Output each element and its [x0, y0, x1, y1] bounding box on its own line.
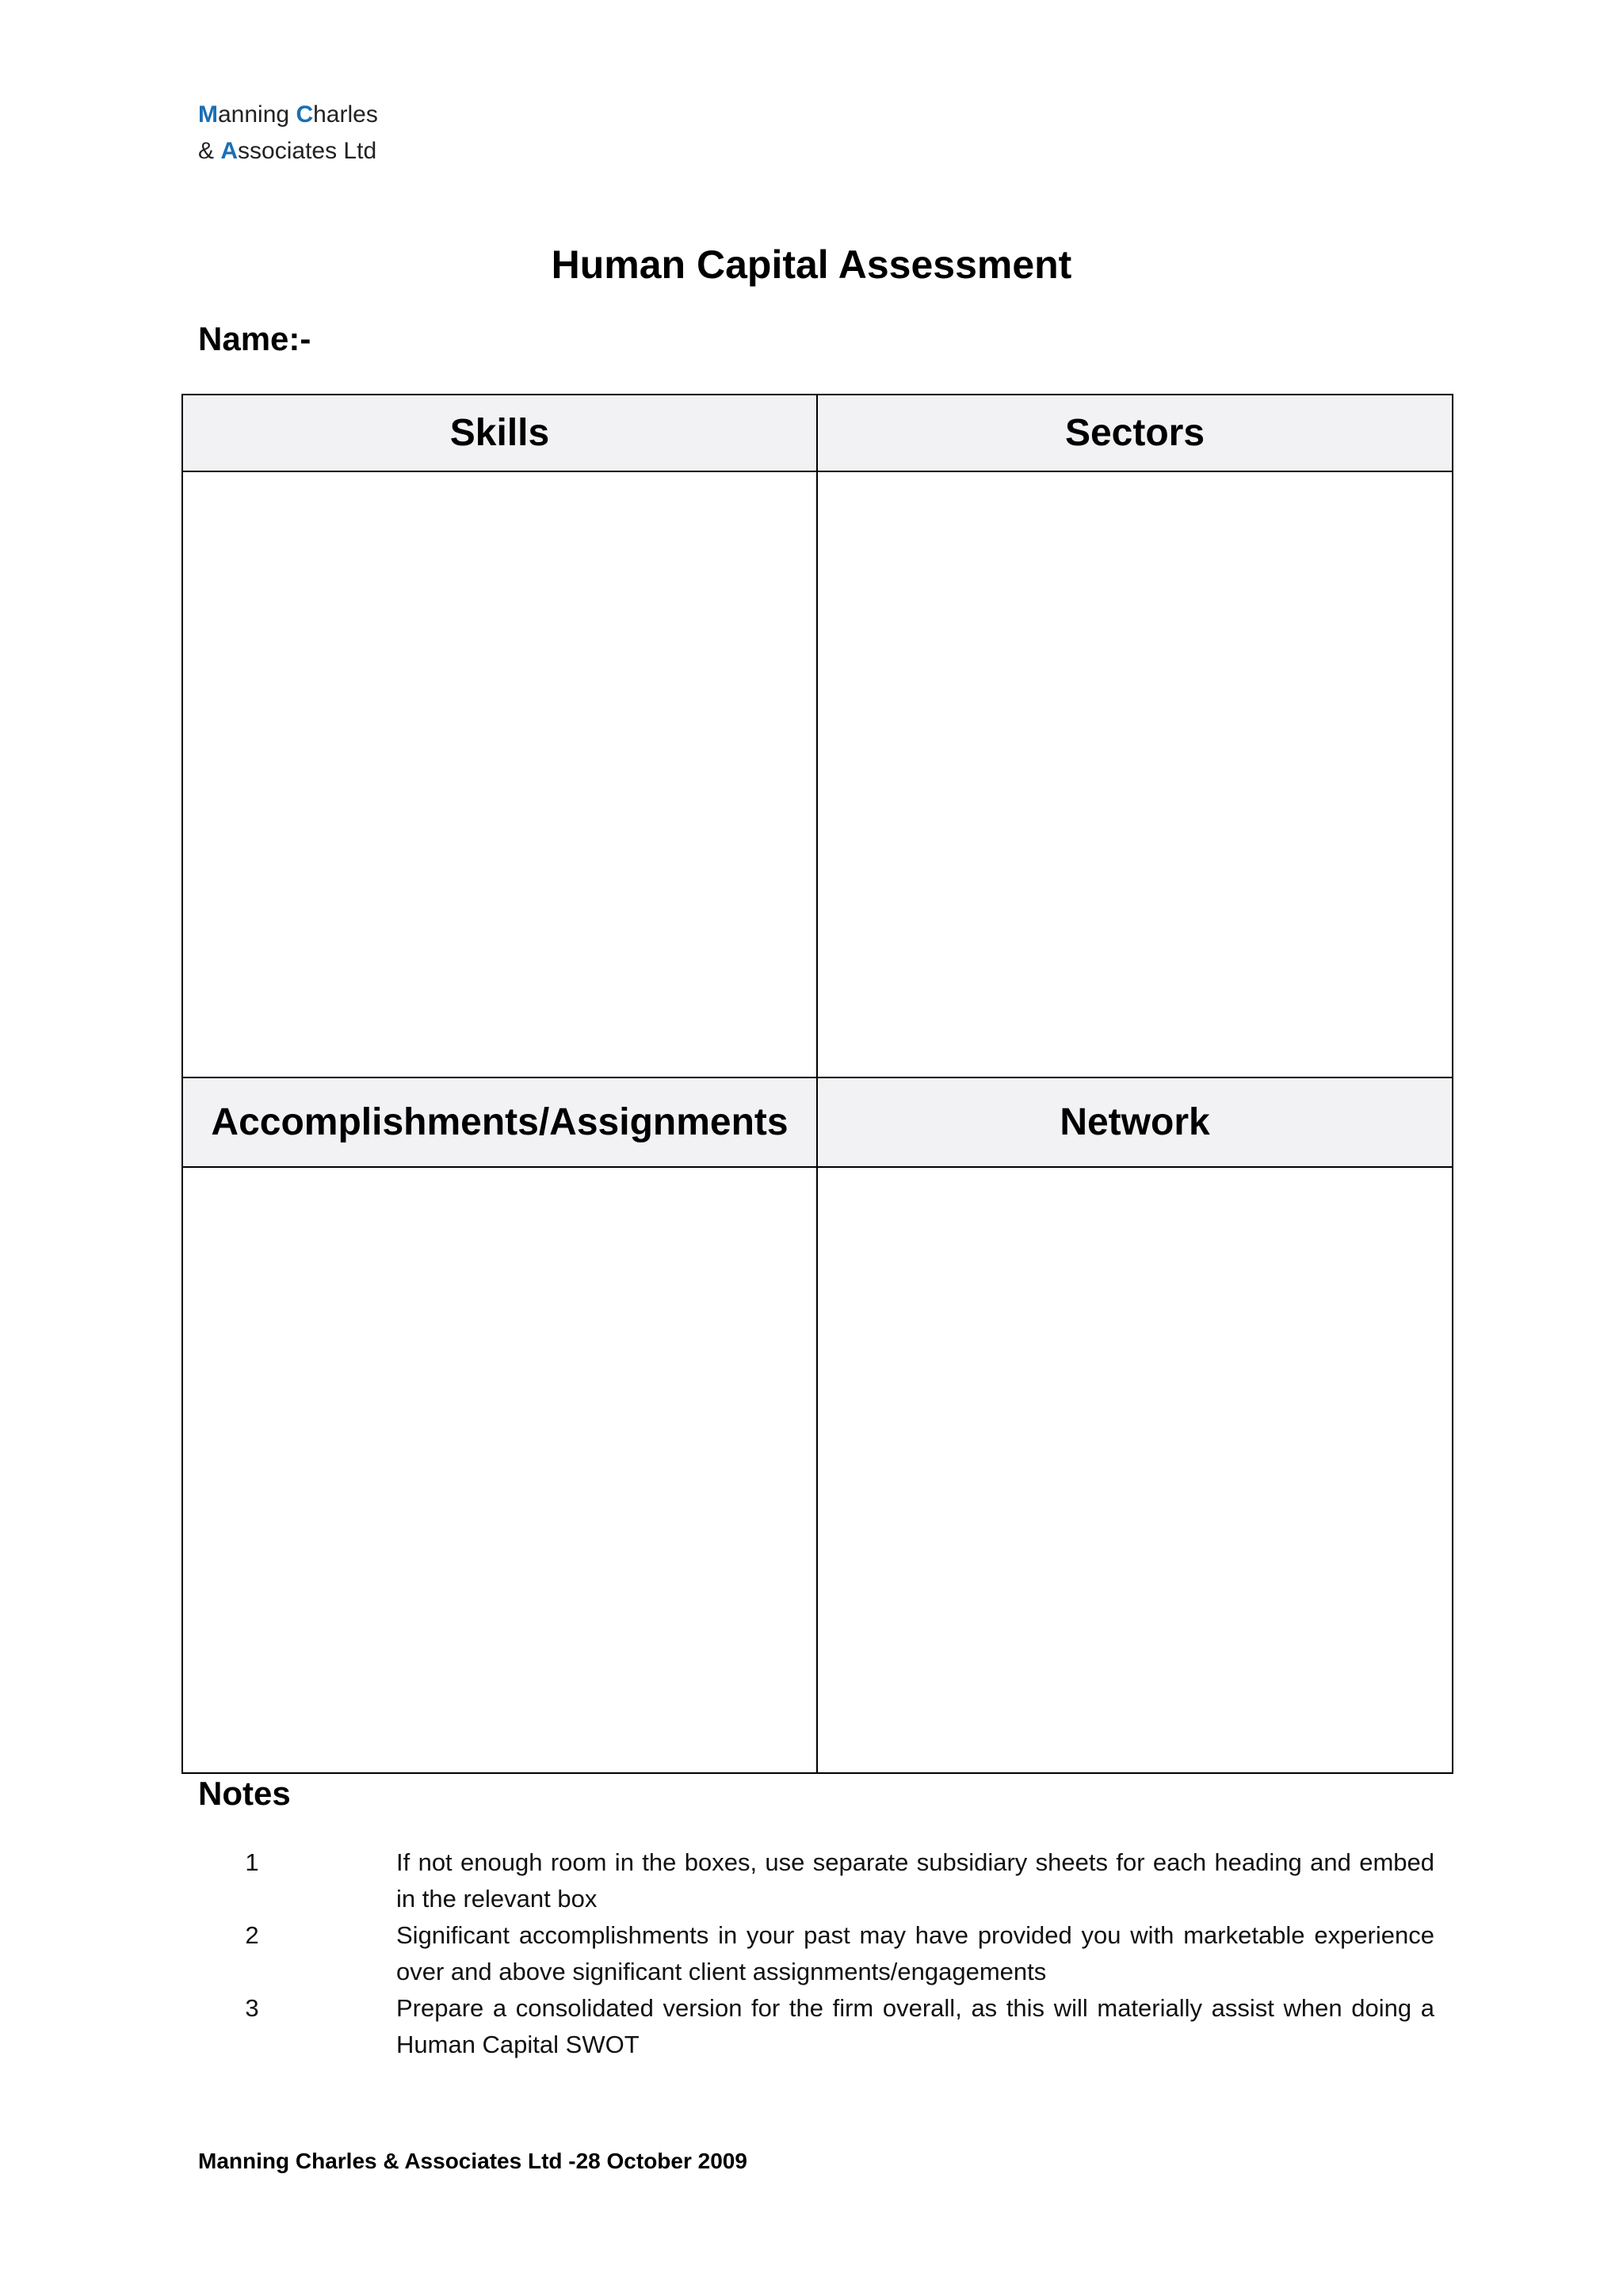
- company-logo: [198, 97, 378, 170]
- accomplishments-entry-box[interactable]: [182, 1167, 817, 1773]
- logo-line-2: [198, 133, 378, 170]
- notes-title: Notes: [198, 1775, 291, 1812]
- note-text: Significant accomplishments in your past may have provided you with marketable experience over and above significant client assignments/engagements: [396, 1921, 1434, 1985]
- logo-initial-c: C: [296, 101, 314, 128]
- skills-entry-box[interactable]: [182, 471, 817, 1077]
- accomplishments-heading-text: Accomplishments/Assignments: [211, 1100, 789, 1143]
- note-text: Prepare a consolidated version for the firm overall, as this will materially assist when doing a Human Capital SWOT: [396, 1994, 1434, 2058]
- logo-text-anning: anning: [218, 101, 296, 128]
- note-text: If not enough room in the boxes, use separate subsidiary sheets for each heading and embed in the relevant box: [396, 1848, 1434, 1913]
- grid-body-row-2: [182, 1167, 1453, 1773]
- notes-list: [198, 1844, 1434, 2063]
- name-label: Name:-: [198, 320, 311, 357]
- accomplishments-heading: [182, 1077, 817, 1167]
- logo-text-harles: harles: [313, 101, 378, 128]
- page-footer: Manning Charles & Associates Ltd -28 October 2009: [198, 2149, 747, 2173]
- skills-heading: Skills: [182, 395, 817, 471]
- logo-ampersand: &: [198, 138, 221, 164]
- logo-initial-a: A: [220, 138, 239, 164]
- logo-line-1: [198, 97, 378, 133]
- network-entry-box[interactable]: [817, 1167, 1453, 1773]
- note-number: 3: [245, 1994, 259, 2022]
- note-item: [198, 1917, 1434, 1990]
- logo-initial-m: M: [198, 101, 218, 128]
- assessment-grid: [181, 394, 1453, 1774]
- grid-body-row-1: [182, 471, 1453, 1077]
- note-number: 2: [245, 1921, 259, 1949]
- network-heading: Network: [817, 1077, 1453, 1167]
- sectors-heading: Sectors: [817, 395, 1453, 471]
- note-item: [198, 1844, 1434, 1917]
- note-number: 1: [245, 1848, 259, 1876]
- note-item: [198, 1990, 1434, 2063]
- sectors-entry-box[interactable]: [817, 471, 1453, 1077]
- grid-header-row-1: [182, 395, 1453, 471]
- document-title: Human Capital Assessment: [551, 242, 1072, 287]
- grid-header-row-2: [182, 1077, 1453, 1167]
- logo-text-ssociates: ssociates Ltd: [238, 138, 377, 164]
